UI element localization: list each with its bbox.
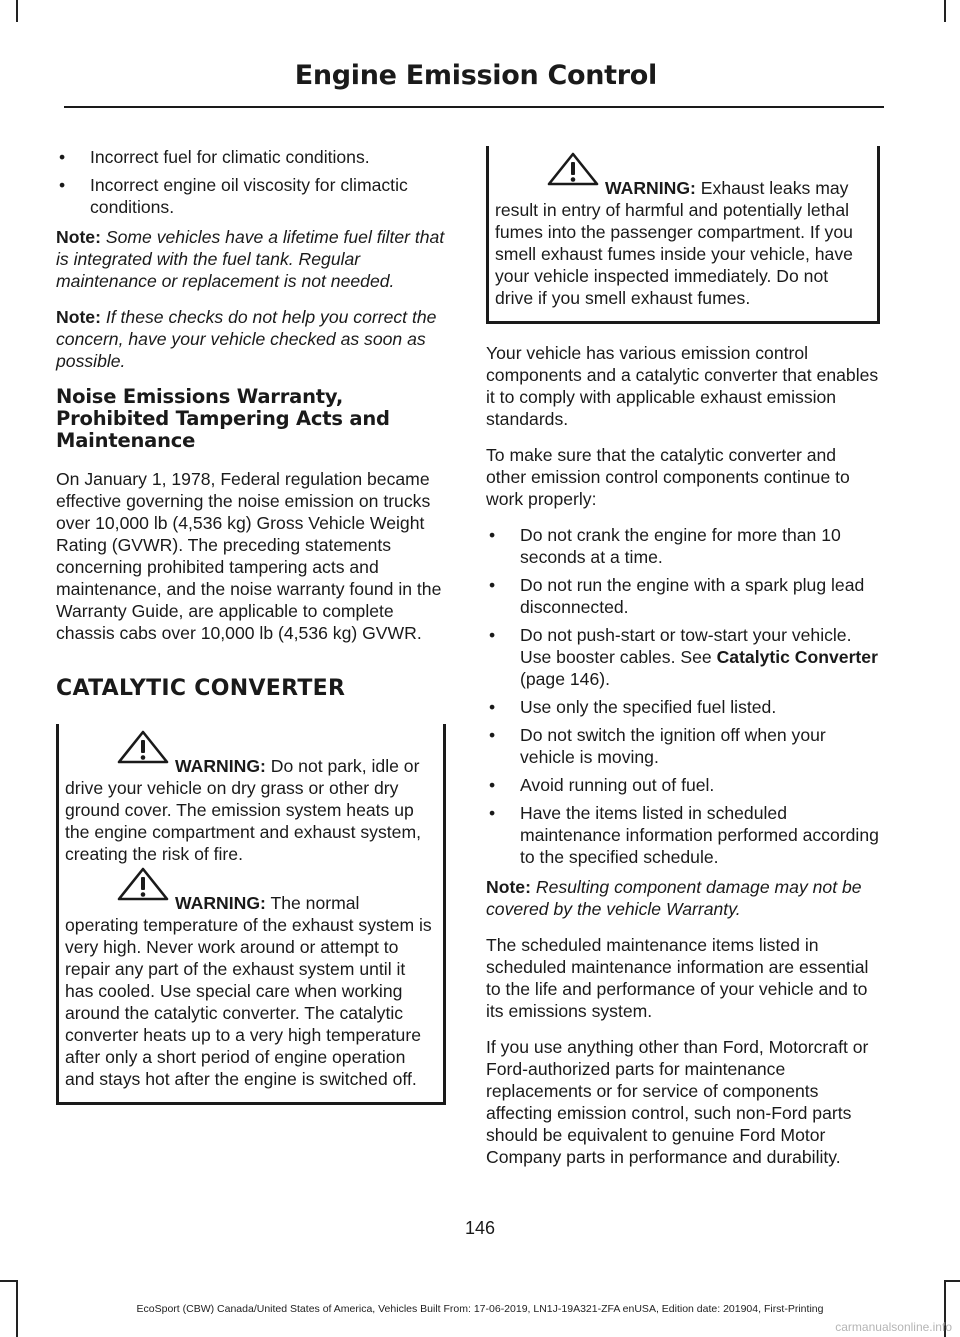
note-label: Note: (56, 227, 101, 247)
page-reference: (page 146). (520, 669, 610, 689)
section-subheading: Noise Emissions Warranty, Prohibited Tampering Acts and Maintenance (56, 385, 390, 452)
watermark: carmanualsonline.info (835, 1320, 952, 1334)
warning-text: The normal operating temperature of the exhaust system is very high. Never work around or attempt to repair any part of the exhaust system until it has cooled. Use special care when working around the catalytic converter. The catalytic converter heats up to a very high temperature after only a short period of engine operation and stays hot after the engine is switched off. (65, 893, 432, 1089)
crop-mark (0, 1280, 18, 1282)
warning (65, 879, 437, 1090)
crop-mark (944, 0, 946, 22)
note-text: Some vehicles have a lifetime fuel filter that is integrated with the fuel tank. Regular maintenance or replacement is not needed. (56, 227, 445, 291)
warning-box (56, 724, 446, 1105)
note-text: Resulting component damage may not be covered by the vehicle Warranty. (486, 877, 862, 919)
crop-mark (16, 0, 18, 22)
list-item: • Do not switch the ignition off when your vehicle is moving. (486, 724, 880, 768)
warning-box (486, 146, 880, 324)
warning-icon (117, 867, 169, 906)
list-item: • Avoid running out of fuel. (486, 774, 880, 796)
warning-text: Do not park, idle or drive your vehicle on dry grass or other dry ground cover. The emission system heats up the engine compartment and exhaust system, creating the risk of fire. (65, 756, 421, 864)
crop-mark (944, 1280, 960, 1282)
section-heading: CATALYTIC CONVERTER (56, 676, 346, 701)
cross-reference-link[interactable]: Catalytic Converter (716, 647, 878, 667)
right-column (486, 146, 880, 1182)
page-title: Engine Emission Control (294, 60, 657, 91)
list-item: • Use only the specified fuel listed. (486, 696, 880, 718)
warning-icon (117, 730, 169, 769)
warning-text: Exhaust leaks may result in entry of harmful and potentially lethal fumes into the passenger compartment. If you smell exhaust fumes inside your vehicle, have your vehicle inspected immediately. Do not drive if you smell exhaust fumes. (495, 178, 853, 308)
list-item: • Do not crank the engine for more than 10 seconds at a time. (486, 524, 880, 568)
warning-label: WARNING: (175, 756, 266, 776)
note (56, 226, 446, 292)
warning-label: WARNING: (605, 178, 696, 198)
paragraph: Your vehicle has various emission control components and a catalytic converter that enables it to comply with applicable exhaust emission standards. (486, 343, 879, 429)
warning (495, 164, 871, 309)
list-item: • Incorrect fuel for climatic conditions. (56, 146, 446, 168)
note (486, 876, 880, 920)
list-item: • Have the items listed in scheduled maintenance information performed according to the specified schedule. (486, 802, 880, 868)
warning-label: WARNING: (175, 893, 266, 913)
bullet-list (486, 524, 880, 868)
paragraph: If you use anything other than Ford, Motorcraft or Ford-authorized parts for maintenance replacements or for service of components affecting emission control, such non-Ford parts should be equivalent to genuine Ford Motor Company parts in performance and durability. (486, 1037, 869, 1167)
note-label: Note: (486, 877, 531, 897)
list-item: • Do not run the engine with a spark plug lead disconnected. (486, 574, 880, 618)
footer-text: EcoSport (CBW) Canada/United States of America, Vehicles Built From: 17-06-2019, LN1J-19A321-ZFA enUSA, Edition date: 201904, First-Printing (136, 1303, 824, 1315)
list-item-text: Do not push-start or tow-start your vehicle. Use booster cables. See (520, 625, 852, 667)
warning-icon (547, 152, 599, 191)
note-text: If these checks do not help you correct the concern, have your vehicle checked as soon as possible. (56, 307, 437, 371)
warning (65, 742, 437, 865)
note (56, 306, 446, 372)
page-number: 146 (464, 1218, 496, 1238)
note-label: Note: (56, 307, 101, 327)
paragraph: On January 1, 1978, Federal regulation became effective governing the noise emission on trucks over 10,000 lb (4,536 kg) Gross Vehicle Weight Rating (GVWR). The preceding statements concerning prohibited tampering acts and maintenance, and the noise warranty found in the Warranty Guide, are applicable to complete chassis cabs over 10,000 lb (4,536 kg) GVWR. (56, 469, 442, 643)
list-item (486, 624, 880, 690)
header-rule (64, 106, 884, 108)
left-column (56, 146, 446, 1105)
paragraph: To make sure that the catalytic converter and other emission control components continue to work properly: (486, 445, 850, 509)
list-item: • Incorrect engine oil viscosity for climactic conditions. (56, 174, 446, 218)
paragraph: The scheduled maintenance items listed in scheduled maintenance information are essential to the life and performance of your vehicle and to its emissions system. (486, 935, 869, 1021)
bullet-list (56, 146, 446, 218)
